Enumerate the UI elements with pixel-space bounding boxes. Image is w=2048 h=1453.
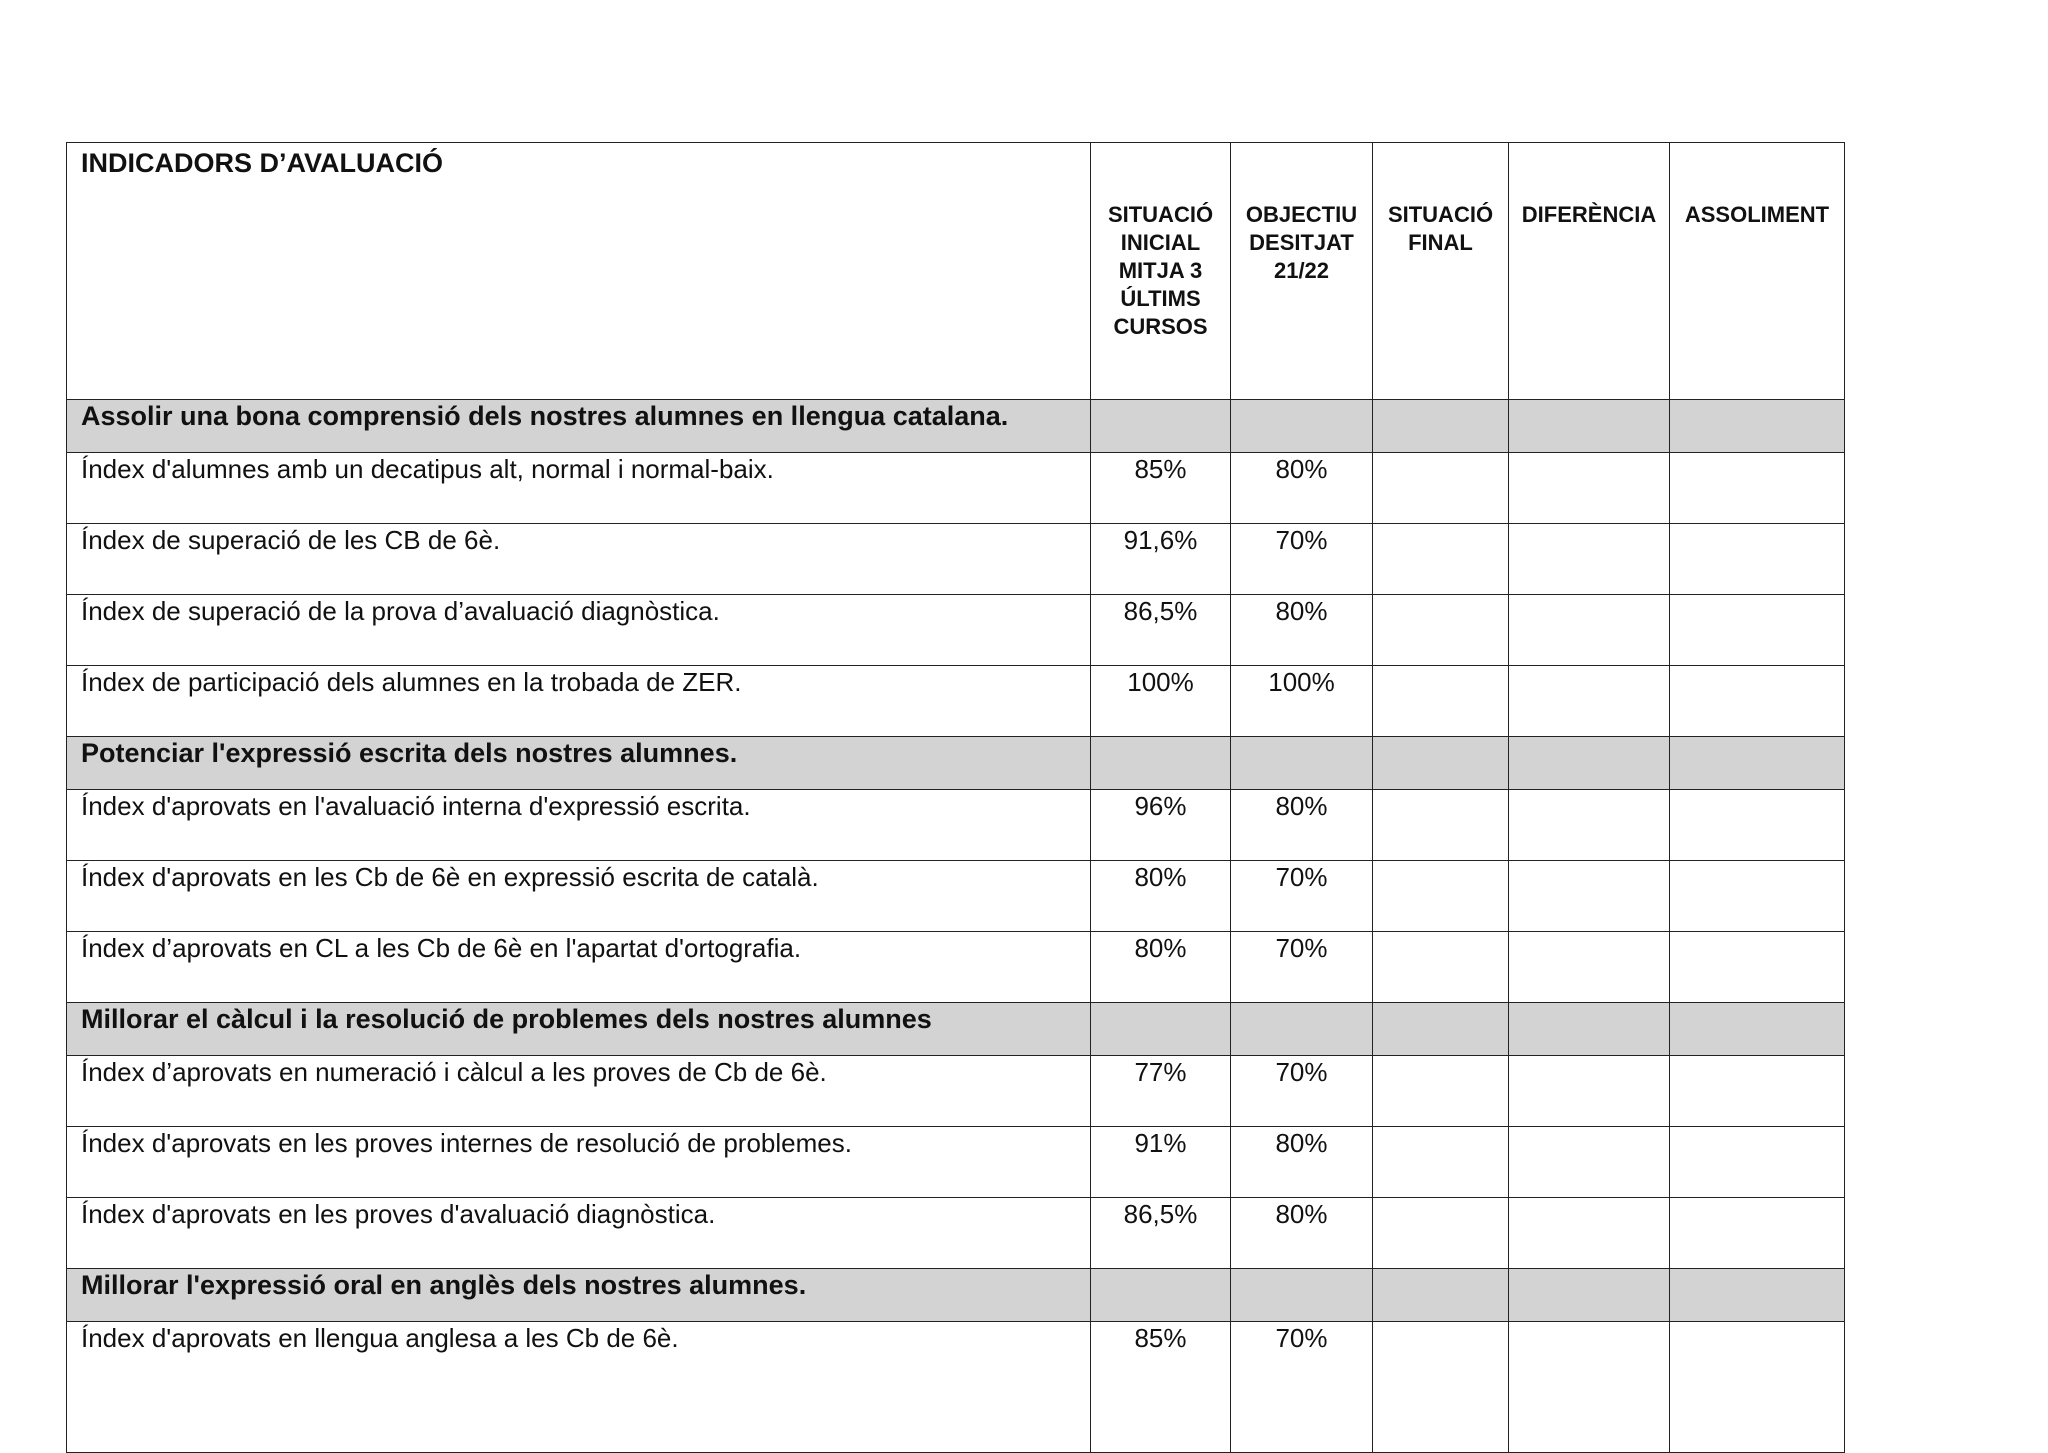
section-cell xyxy=(1231,1269,1373,1322)
section-cell xyxy=(1091,1003,1231,1056)
section-cell xyxy=(1091,400,1231,453)
achievement-cell xyxy=(1670,453,1845,524)
difference-cell xyxy=(1509,1322,1670,1453)
section-cell xyxy=(1231,1003,1373,1056)
target-cell: 80% xyxy=(1231,1127,1373,1198)
indicator-cell: Índex d’aprovats en numeració i càlcul a les proves de Cb de 6è. xyxy=(67,1056,1091,1127)
section-cell xyxy=(1670,1003,1845,1056)
target-cell: 80% xyxy=(1231,790,1373,861)
difference-cell xyxy=(1509,595,1670,666)
initial-cell: 86,5% xyxy=(1091,1198,1231,1269)
initial-cell: 91% xyxy=(1091,1127,1231,1198)
section-row xyxy=(67,1003,1845,1056)
indicator-cell: Índex d'aprovats en les proves d'avaluació diagnòstica. xyxy=(67,1198,1091,1269)
difference-cell xyxy=(1509,666,1670,737)
final-cell xyxy=(1373,595,1509,666)
section-cell xyxy=(1509,1003,1670,1056)
section-cell xyxy=(1670,737,1845,790)
final-cell xyxy=(1373,1127,1509,1198)
achievement-cell xyxy=(1670,1127,1845,1198)
difference-cell xyxy=(1509,861,1670,932)
initial-cell: 86,5% xyxy=(1091,595,1231,666)
final-cell xyxy=(1373,666,1509,737)
column-header-final xyxy=(1373,143,1509,400)
section-title: Potenciar l'expressió escrita dels nostres alumnes. xyxy=(67,737,1091,790)
section-cell xyxy=(1509,400,1670,453)
initial-cell: 91,6% xyxy=(1091,524,1231,595)
column-header-difference xyxy=(1509,143,1670,400)
column-header-line: SITUACIÓ xyxy=(1107,202,1214,227)
initial-cell: 77% xyxy=(1091,1056,1231,1127)
difference-cell xyxy=(1509,453,1670,524)
column-header-line: 21/22 xyxy=(1273,258,1330,283)
table-row xyxy=(67,790,1845,861)
section-cell xyxy=(1509,1269,1670,1322)
final-cell xyxy=(1373,524,1509,595)
table-row xyxy=(67,666,1845,737)
section-title: Millorar el càlcul i la resolució de problemes dels nostres alumnes xyxy=(67,1003,1091,1056)
target-cell: 70% xyxy=(1231,524,1373,595)
initial-cell: 100% xyxy=(1091,666,1231,737)
target-cell: 80% xyxy=(1231,595,1373,666)
initial-cell: 96% xyxy=(1091,790,1231,861)
indicator-cell: Índex d'aprovats en llengua anglesa a les Cb de 6è. xyxy=(67,1322,1091,1453)
section-cell xyxy=(1509,737,1670,790)
column-header-line: ÚLTIMS xyxy=(1120,286,1201,311)
achievement-cell xyxy=(1670,666,1845,737)
section-cell xyxy=(1231,400,1373,453)
final-cell xyxy=(1373,453,1509,524)
section-cell xyxy=(1373,1003,1509,1056)
achievement-cell xyxy=(1670,595,1845,666)
indicator-cell: Índex d'aprovats en l'avaluació interna d'expressió escrita. xyxy=(67,790,1091,861)
final-cell xyxy=(1373,790,1509,861)
final-cell xyxy=(1373,1322,1509,1453)
table-row xyxy=(67,1198,1845,1269)
target-cell: 100% xyxy=(1231,666,1373,737)
table-row xyxy=(67,1322,1845,1453)
difference-cell xyxy=(1509,1198,1670,1269)
section-cell xyxy=(1670,400,1845,453)
section-row xyxy=(67,400,1845,453)
final-cell xyxy=(1373,1056,1509,1127)
column-header-line: DIFERÈNCIA xyxy=(1521,202,1657,227)
table-body xyxy=(67,143,1845,1453)
section-title: Assolir una bona comprensió dels nostres alumnes en llengua catalana. xyxy=(67,400,1091,453)
initial-cell: 80% xyxy=(1091,861,1231,932)
column-header-line: FINAL xyxy=(1408,230,1473,255)
section-row xyxy=(67,737,1845,790)
indicator-cell: Índex d’aprovats en CL a les Cb de 6è en l'apartat d'ortografia. xyxy=(67,932,1091,1003)
table-row xyxy=(67,1056,1845,1127)
indicators-header: INDICADORS D’AVALUACIÓ xyxy=(67,143,1091,400)
initial-cell: 85% xyxy=(1091,1322,1231,1453)
column-header-line: INICIAL xyxy=(1120,230,1201,255)
section-cell xyxy=(1373,737,1509,790)
final-cell xyxy=(1373,1198,1509,1269)
table-row xyxy=(67,453,1845,524)
initial-cell: 85% xyxy=(1091,453,1231,524)
indicator-cell: Índex de participació dels alumnes en la trobada de ZER. xyxy=(67,666,1091,737)
difference-cell xyxy=(1509,1127,1670,1198)
indicator-cell: Índex de superació de les CB de 6è. xyxy=(67,524,1091,595)
table-row xyxy=(67,932,1845,1003)
achievement-cell xyxy=(1670,524,1845,595)
difference-cell xyxy=(1509,524,1670,595)
achievement-cell xyxy=(1670,1198,1845,1269)
column-header-line: SITUACIÓ xyxy=(1387,202,1494,227)
achievement-cell xyxy=(1670,1322,1845,1453)
indicator-cell: Índex d'aprovats en les proves internes de resolució de problemes. xyxy=(67,1127,1091,1198)
achievement-cell xyxy=(1670,932,1845,1003)
table-row xyxy=(67,524,1845,595)
section-cell xyxy=(1091,737,1231,790)
initial-cell: 80% xyxy=(1091,932,1231,1003)
table-row xyxy=(67,595,1845,666)
achievement-cell xyxy=(1670,790,1845,861)
column-header-line: MITJA 3 xyxy=(1118,258,1203,283)
column-header-line: CURSOS xyxy=(1113,314,1208,339)
section-cell xyxy=(1231,737,1373,790)
achievement-cell xyxy=(1670,1056,1845,1127)
difference-cell xyxy=(1509,1056,1670,1127)
target-cell: 70% xyxy=(1231,1322,1373,1453)
table-row xyxy=(67,1127,1845,1198)
evaluation-indicators-table xyxy=(66,142,1845,1453)
column-header-line: ASSOLIMENT xyxy=(1684,202,1830,227)
section-cell xyxy=(1670,1269,1845,1322)
final-cell xyxy=(1373,861,1509,932)
difference-cell xyxy=(1509,790,1670,861)
section-row xyxy=(67,1269,1845,1322)
column-header-initial xyxy=(1091,143,1231,400)
column-header-line: DESITJAT xyxy=(1249,230,1354,255)
achievement-cell xyxy=(1670,861,1845,932)
difference-cell xyxy=(1509,932,1670,1003)
table-row xyxy=(67,861,1845,932)
column-header-achievement xyxy=(1670,143,1845,400)
column-header-line: OBJECTIU xyxy=(1245,202,1358,227)
evaluation-indicators-sheet xyxy=(66,142,1845,1453)
target-cell: 80% xyxy=(1231,1198,1373,1269)
section-cell xyxy=(1091,1269,1231,1322)
header-row xyxy=(67,143,1845,400)
indicator-cell: Índex de superació de la prova d’avaluació diagnòstica. xyxy=(67,595,1091,666)
target-cell: 70% xyxy=(1231,1056,1373,1127)
target-cell: 70% xyxy=(1231,861,1373,932)
section-cell xyxy=(1373,1269,1509,1322)
column-header-target xyxy=(1231,143,1373,400)
target-cell: 80% xyxy=(1231,453,1373,524)
indicator-cell: Índex d'alumnes amb un decatipus alt, normal i normal-baix. xyxy=(67,453,1091,524)
final-cell xyxy=(1373,932,1509,1003)
section-cell xyxy=(1373,400,1509,453)
indicator-cell: Índex d'aprovats en les Cb de 6è en expressió escrita de català. xyxy=(67,861,1091,932)
section-title: Millorar l'expressió oral en anglès dels nostres alumnes. xyxy=(67,1269,1091,1322)
target-cell: 70% xyxy=(1231,932,1373,1003)
